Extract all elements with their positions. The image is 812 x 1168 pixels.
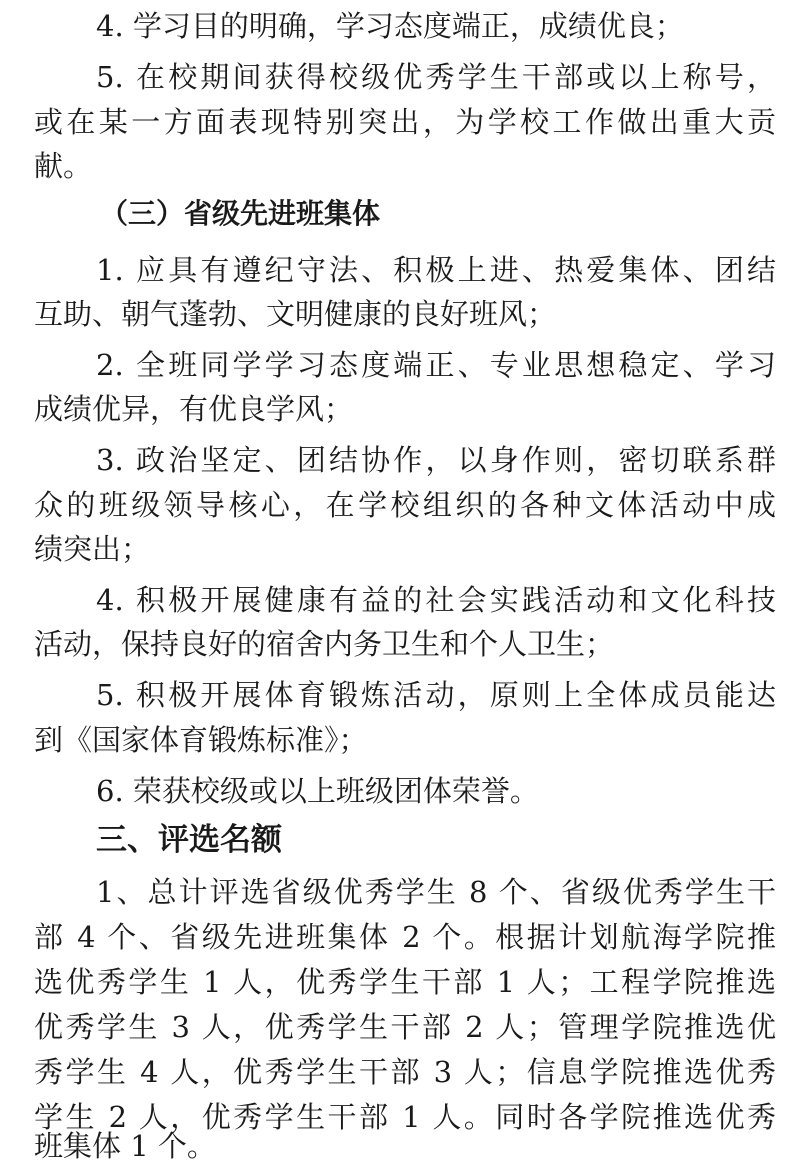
quota-paragraph-line-5: 秀学生 4 人，优秀学生干部 3 人；信息学院推选优秀 — [34, 1055, 776, 1089]
quota-paragraph-line-6: 学生 2 人，优秀学生干部 1 人。同时各学院推选优秀 — [34, 1100, 776, 1134]
class-item-2-line-1: 2. 全班同学学习态度端正、专业思想稳定、学习 — [96, 348, 776, 382]
class-item-5-line-2: 到《国家体育锻炼标准》； — [34, 723, 368, 757]
quota-paragraph-line-3: 选优秀学生 1 人，优秀学生干部 1 人；工程学院推选 — [34, 965, 776, 999]
class-item-5-line-1: 5. 积极开展体育锻炼活动，原则上全体成员能达 — [96, 678, 776, 712]
list-item-4-line-1: 4. 学习目的明确，学习态度端正，成绩优良； — [96, 9, 684, 43]
class-item-4-line-2: 活动，保持良好的宿舍内务卫生和个人卫生； — [34, 627, 615, 661]
class-item-3-line-1: 3. 政治坚定、团结协作，以身作则，密切联系群 — [96, 443, 776, 477]
quota-paragraph-line-2: 部 4 个、省级先进班集体 2 个。根据计划航海学院推 — [34, 920, 776, 954]
subsection-heading-class-collective: （三）省级先进班集体 — [100, 197, 381, 230]
list-item-5-line-2: 或在某一方面表现特别突出，为学校工作做出重大贡 — [34, 105, 776, 139]
quota-paragraph-line-7: 班集体 1 个。 — [34, 1129, 216, 1163]
class-item-1-line-1: 1. 应具有遵纪守法、积极上进、热爱集体、团结 — [96, 253, 776, 287]
quota-paragraph-line-1: 1、总计评选省级优秀学生 8 个、省级优秀学生干 — [96, 875, 776, 909]
class-item-3-line-2: 众的班级领导核心，在学校组织的各种文体活动中成 — [34, 488, 776, 522]
class-item-4-line-1: 4. 积极开展健康有益的社会实践活动和文化科技 — [96, 583, 776, 617]
section-heading-quota: 三、评选名额 — [96, 822, 282, 858]
class-item-6-line-1: 6. 荣获校级或以上班级团体荣誉。 — [96, 774, 539, 808]
class-item-3-line-3: 绩突出； — [34, 532, 151, 566]
class-item-1-line-2: 互助、朝气蓬勃、文明健康的良好班风； — [34, 297, 557, 331]
class-item-2-line-2: 成绩优异，有优良学风； — [34, 392, 354, 426]
list-item-5-line-1: 5. 在校期间获得校级优秀学生干部或以上称号， — [96, 60, 776, 94]
list-item-5-line-3: 献。 — [34, 149, 93, 183]
quota-paragraph-line-4: 优秀学生 3 人，优秀学生干部 2 人；管理学院推选优 — [34, 1010, 776, 1044]
